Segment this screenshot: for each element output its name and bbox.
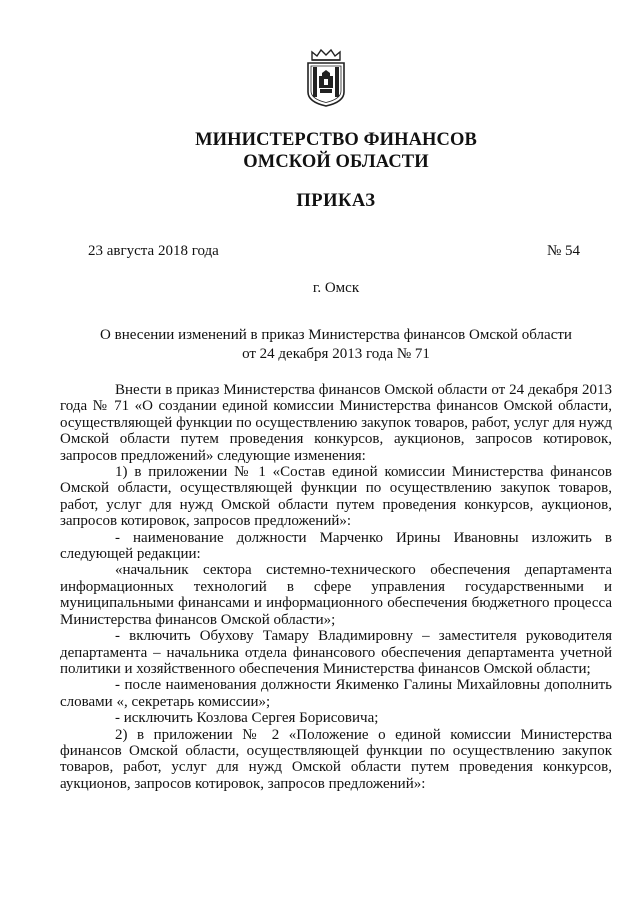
paragraph: 1) в приложении № 1 «Состав единой комиссии Министерства финансов Омской области, осуществляющей функции по осуществлению закупок товаров, работ, услуг для нужд Омской области путем проведения конкурсов, аукционов, запросов котировок, запросов предложений»: — [60, 464, 612, 530]
paragraph: - исключить Козлова Сергея Борисовича; — [115, 710, 379, 727]
coat-of-arms-icon — [304, 48, 348, 108]
subject-line2: от 24 декабря 2013 года № 71 — [242, 346, 430, 362]
ministry-name-line1: МИНИСТЕРСТВО ФИНАНСОВ — [195, 130, 477, 150]
paragraph: - наименование должности Марченко Ирины Ивановны изложить в следующей редакции: — [60, 529, 612, 563]
subject-line1: О внесении изменений в приказ Министерства финансов Омской области — [100, 327, 572, 343]
document-type: ПРИКАЗ — [296, 191, 376, 211]
order-number: № 54 — [547, 243, 581, 259]
order-date: 23 августа 2018 года — [88, 243, 219, 259]
paragraph: «начальник сектора системно-технического обеспечения департамента информационных технологий в сфере управления государственными и муниципальными финансами и информационного обеспечения бюджетного процесса Министерства финансов Омской области»; — [60, 562, 612, 628]
paragraph: Внести в приказ Министерства финансов Омской области от 24 декабря 2013 года № 71 «О создании единой комиссии Министерства финансов Омской области, осуществляющей функции по осуществлению закупок товаров, работ, услуг для нужд Омской области путем проведения конкурсов, аукционов, запросов котировок, запросов предложений» следующие изменения: — [60, 382, 612, 464]
order-body — [60, 382, 612, 792]
order-subject — [60, 326, 612, 364]
paragraph: 2) в приложении № 2 «Положение о единой комиссии Министерства финансов Омской области, осуществляющей функции по осуществлению закупок товаров, работ, услуг для нужд Омской области путем проведения конкурсов, аукционов, запросов котировок, запросов предложений»: — [60, 726, 612, 792]
city: г. Омск — [312, 280, 360, 296]
paragraph: - после наименования должности Якименко Галины Михайловны дополнить словами «, секретарь комиссии»; — [60, 677, 612, 710]
paragraph: - включить Обухову Тамару Владимировну – заместителя руководителя департамента – начальника отдела финансового обеспечения департамента учетной политики и хозяйственного обеспечения Министерства финансов Омской области; — [60, 628, 612, 677]
ministry-name-line2: ОМСКОЙ ОБЛАСТИ — [243, 152, 429, 172]
